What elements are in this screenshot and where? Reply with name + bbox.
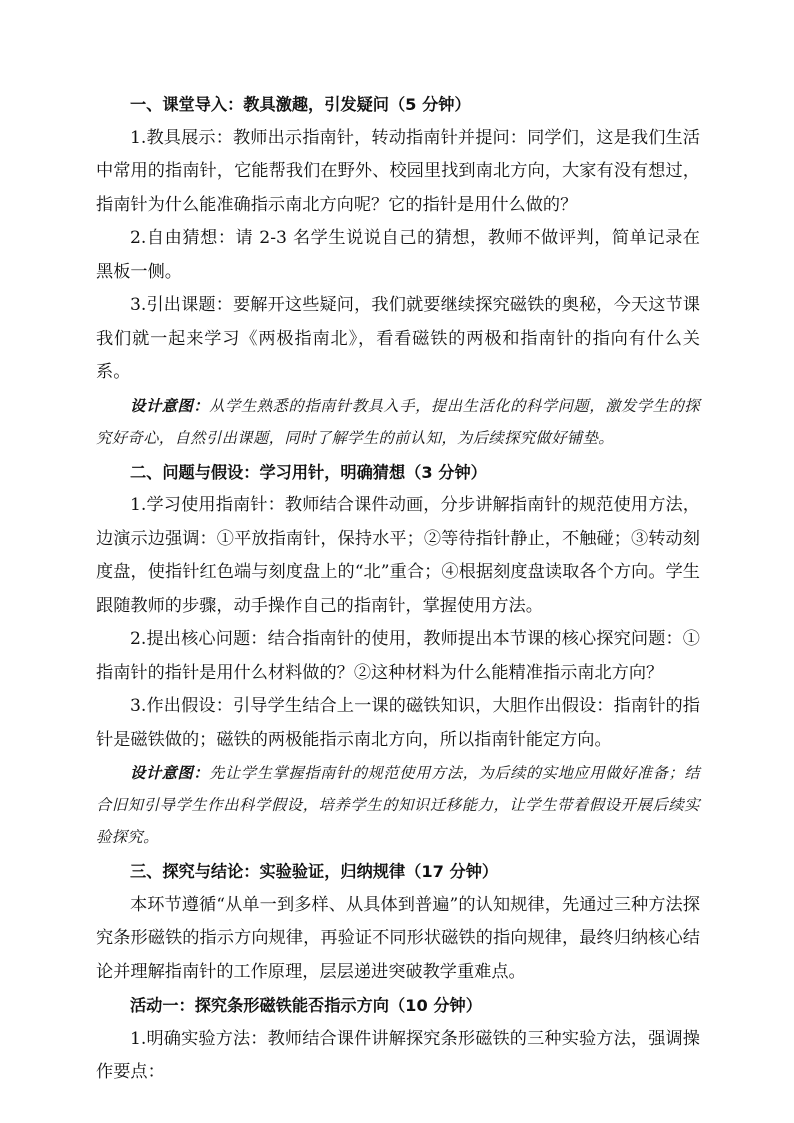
paragraph: 2.提出核心问题：结合指南针的使用，教师提出本节课的核心探究问题：①指南针的指针是用什么材料做的？②这种材料为什么能精准指示南北方向？: [96, 629, 700, 683]
design-intent-label: 设计意图：: [130, 764, 210, 782]
document-page: [96, 88, 700, 1090]
paragraph: 3.作出假设：引导学生结合上一课的磁铁知识，大胆作出假设：指南针的指针是磁铁做的；磁铁的两极能指示南北方向，所以指南针能定方向。: [96, 696, 700, 750]
design-intent-note: [96, 390, 700, 454]
paragraph: 2.自由猜想：请 2-3 名学生说说自己的猜想，教师不做评判，简单记录在黑板一侧。: [96, 228, 700, 282]
design-intent-text: 从学生熟悉的指南针教具入手，提出生活化的科学问题，激发学生的探究好奇心，自然引出课题，同时了解学生的前认知，为后续探究做好铺垫。: [96, 396, 700, 447]
section-heading-2: 二、问题与假设：学习用针，明确猜想（3 分钟）: [130, 462, 487, 482]
activity-heading: 活动一：探究条形磁铁能否指示方向（10 分钟）: [130, 996, 482, 1015]
section-heading-1: 一、课堂导入：教具激趣，引发疑问（5 分钟）: [130, 95, 471, 114]
paragraph: 本环节遵循“从单一到多样、从具体到普遍”的认知规律，先通过三种方法探究条形磁铁的指示方向规律，再验证不同形状磁铁的指向规律，最终归纳核心结论并理解指南针的工作原理，层层递进突破教学重难点。: [96, 894, 700, 982]
design-intent-label: 设计意图：: [130, 396, 210, 415]
paragraph: 1.学习使用指南针：教师结合课件动画，分步讲解指南针的规范使用方法，边演示边强调：①平放指南针，保持水平；②等待指针静止，不触碰；③转动刻度盘，使指针红色端与刻度盘上的“北”重合；④根据刻度盘读取各个方向。学生跟随教师的步骤，动手操作自己的指南针，掌握使用方法。: [96, 495, 700, 616]
design-intent-text: 先让学生掌握指南针的规范使用方法，为后续的实地应用做好准备；结合旧知引导学生作出科学假设，培养学生的知识迁移能力，让学生带着假设开展后续实验探究。: [96, 764, 700, 846]
paragraph: 1.明确实验方法：教师结合课件讲解探究条形磁铁的三种实验方法，强调操作要点：: [96, 1028, 700, 1082]
section-heading-3: 三、探究与结论：实验验证，归纳规律（17 分钟）: [130, 862, 499, 881]
design-intent-note: [96, 757, 700, 853]
paragraph: 3.引出课题：要解开这些疑问，我们就要继续探究磁铁的奥秘，今天这节课我们就一起来学习《两极指南北》，看看磁铁的两极和指南针的指向有什么关系。: [96, 295, 700, 382]
paragraph: 1.教具展示：教师出示指南针，转动指南针并提问：同学们，这是我们生活中常用的指南针，它能帮我们在野外、校园里找到南北方向，大家有没有想过，指南针为什么能准确指示南北方向呢？它的指针是用什么做的？: [96, 127, 700, 215]
